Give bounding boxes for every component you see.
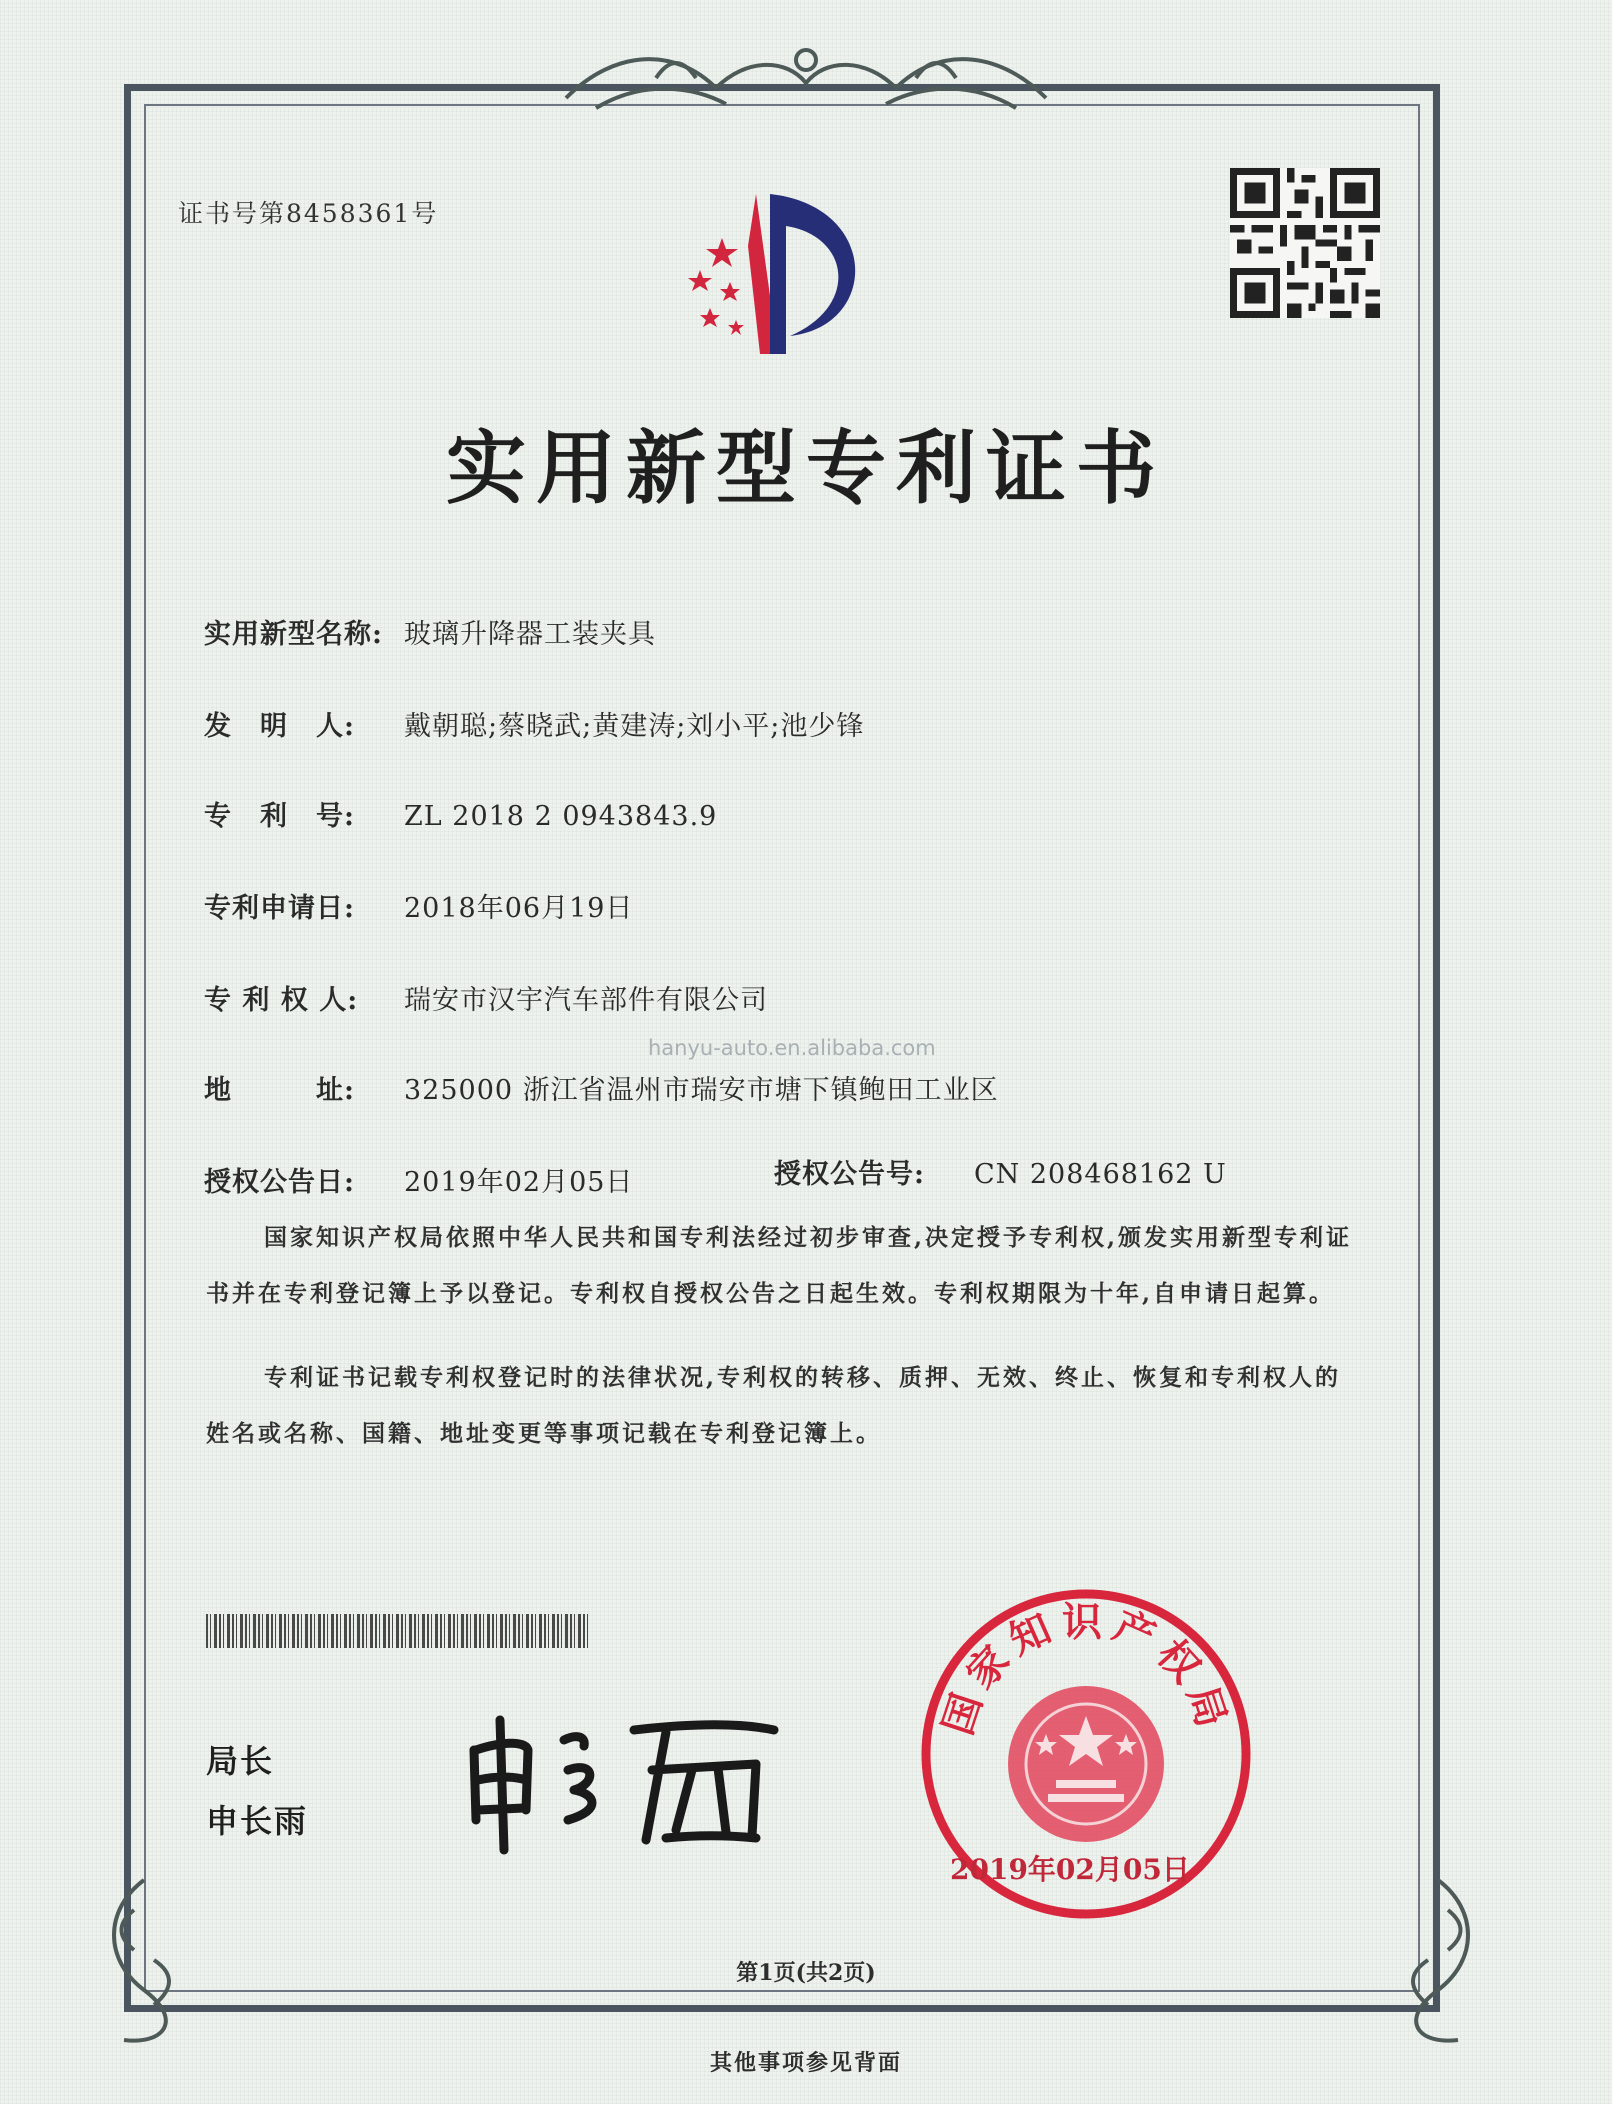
field-label: 地 址: <box>204 1075 355 1106</box>
field-value: 325000 浙江省温州市瑞安市塘下镇鲍田工业区 <box>404 1075 999 1106</box>
field-value: 2018年06月19日 <box>404 893 634 924</box>
field-value: 瑞安市汉宇汽车部件有限公司 <box>404 985 768 1016</box>
footer-note: 其他事项参见背面 <box>709 2050 902 2076</box>
notice-paragraph-2: 专利证书记载专利权登记时的法律状况,专利权的转移、质押、无效、终止、恢复和专利权人的姓名或名称、国籍、地址变更等事项记载在专利登记簿上。 <box>206 1364 1342 1447</box>
field-grant-date <box>204 1160 633 1199</box>
qr-code <box>1230 168 1380 318</box>
field-value: 玻璃升降器工装夹具 <box>404 619 656 650</box>
field-value: ZL 2018 2 0943843.9 <box>404 801 718 832</box>
top-ornament <box>556 38 1056 118</box>
field-address <box>204 1068 999 1107</box>
certificate-title: 实用新型专利证书 <box>446 422 1166 515</box>
field-utility-model-name <box>204 612 656 651</box>
certificate-number: 证书号第8458361号 <box>178 199 439 228</box>
notice-paragraph-1: 国家知识产权局依照中华人民共和国专利法经过初步审查,决定授予专利权,颁发实用新型专利证书并在专利登记簿上予以登记。专利权自授权公告之日起生效。专利权期限为十年,自申请日起算。 <box>206 1224 1353 1307</box>
field-inventors <box>204 704 864 743</box>
field-label: 发 明 人: <box>204 711 355 742</box>
watermark: hanyu-auto.en.alibaba.com <box>648 1036 936 1060</box>
director-name: 申长雨 <box>206 1802 309 1840</box>
field-grant-number <box>774 1152 1227 1191</box>
field-label: 授权公告日: <box>204 1167 355 1198</box>
field-value: 2019年02月05日 <box>404 1167 634 1198</box>
page-number: 第1页(共2页) <box>736 1960 876 1986</box>
seal-ring-text: 国家知识产权局 <box>935 1599 1237 1741</box>
seal-date: 2019年02月05日 <box>950 1853 1190 1886</box>
field-application-date <box>204 886 633 925</box>
cnipa-logo-icon <box>660 186 900 366</box>
director-title: 局长 <box>206 1742 275 1780</box>
field-label: 专 利 号: <box>204 801 355 832</box>
field-label: 实用新型名称: <box>204 619 383 650</box>
field-label: 授权公告号: <box>774 1159 925 1190</box>
field-value: CN 208468162 U <box>974 1159 1227 1190</box>
field-patentee <box>204 978 768 1017</box>
field-label: 专 利 权 人: <box>204 985 359 1016</box>
field-value: 戴朝聪;蔡晓武;黄建涛;刘小平;池少锋 <box>404 711 865 742</box>
director-signature <box>456 1710 786 1860</box>
field-label: 专利申请日: <box>204 893 355 924</box>
barcode <box>206 1614 588 1648</box>
field-patent-number <box>204 794 717 833</box>
